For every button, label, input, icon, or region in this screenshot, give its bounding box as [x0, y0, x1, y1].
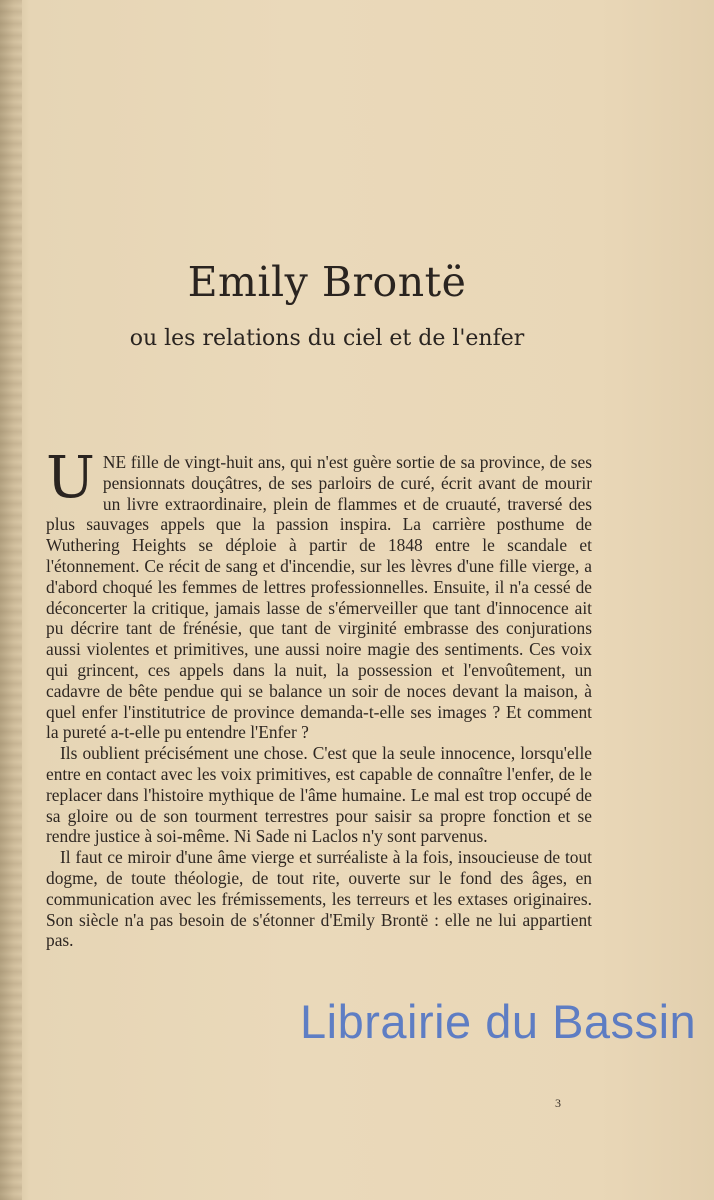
drop-cap: U — [46, 443, 95, 511]
article-body — [46, 443, 592, 951]
page-subtitle: ou les relations du ciel et de l'enfer — [129, 326, 525, 351]
paragraph-1 — [46, 443, 592, 743]
paragraph-1-text: NE fille de vingt-huit ans, qui n'est guère sortie de sa province, de ses pensionnats douçâtres, de ses parloirs de curé, écrit avant de mourir un livre extraordinaire, plein de flammes et de cruauté, traversé des plus sauvages appels que la passion inspira. La carrière posthume de Wuthering Heights se déploie à partir de 1848 entre le scandale et l'étonnement. Ce récit de sang et d'incendie, sur les lèvres d'une fille vierge, a d'abord choqué les femmes de lettres professionnelles. Ensuite, il n'a cessé de déconcerter la critique, jamais lasse de s'émerveiller que tant d'innocence ait pu décrire tant de frénésie, que tant de virginité embrasse des conjurations aussi violentes et primitives, une aussi noire magie des sentiments. Ces voix qui grincent, ces appels dans la nuit, la possession et l'envoûtement, un cadavre de bête pendue qui se balance un soir de noces devant la maison, à quel enfer l'institutrice de province demanda-t-elle ses images ? Et comment la pureté a-t-elle pu entendre l'Enfer ? — [46, 452, 592, 743]
page-title: Emily Brontë — [187, 258, 467, 306]
paragraph-3: Il faut ce miroir d'une âme vierge et surréaliste à la fois, insoucieuse de tout dogme, de toute théologie, de tout rite, ouverte sur le fond des âges, en communication avec les frémissements, les terreurs et les extases originaires. Son siècle n'a pas besoin de s'étonner d'Emily Brontë : elle ne lui appartient pas. — [46, 847, 592, 951]
watermark: Librairie du Bassin — [300, 995, 697, 1048]
paragraph-2: Ils oublient précisément une chose. C'est que la seule innocence, lorsqu'elle entre en contact avec les voix primitives, est capable de connaître l'enfer, de le replacer dans l'histoire mythique de l'âme humaine. Le mal est trop occupé de sa gloire ou de son tourment terrestres pour saisir sa propre fonction et se rendre justice à soi-même. Ni Sade ni Laclos n'y sont parvenus. — [46, 743, 592, 847]
page-signature-mark: 3 — [555, 1096, 561, 1110]
page-binding-edge — [0, 0, 22, 1200]
